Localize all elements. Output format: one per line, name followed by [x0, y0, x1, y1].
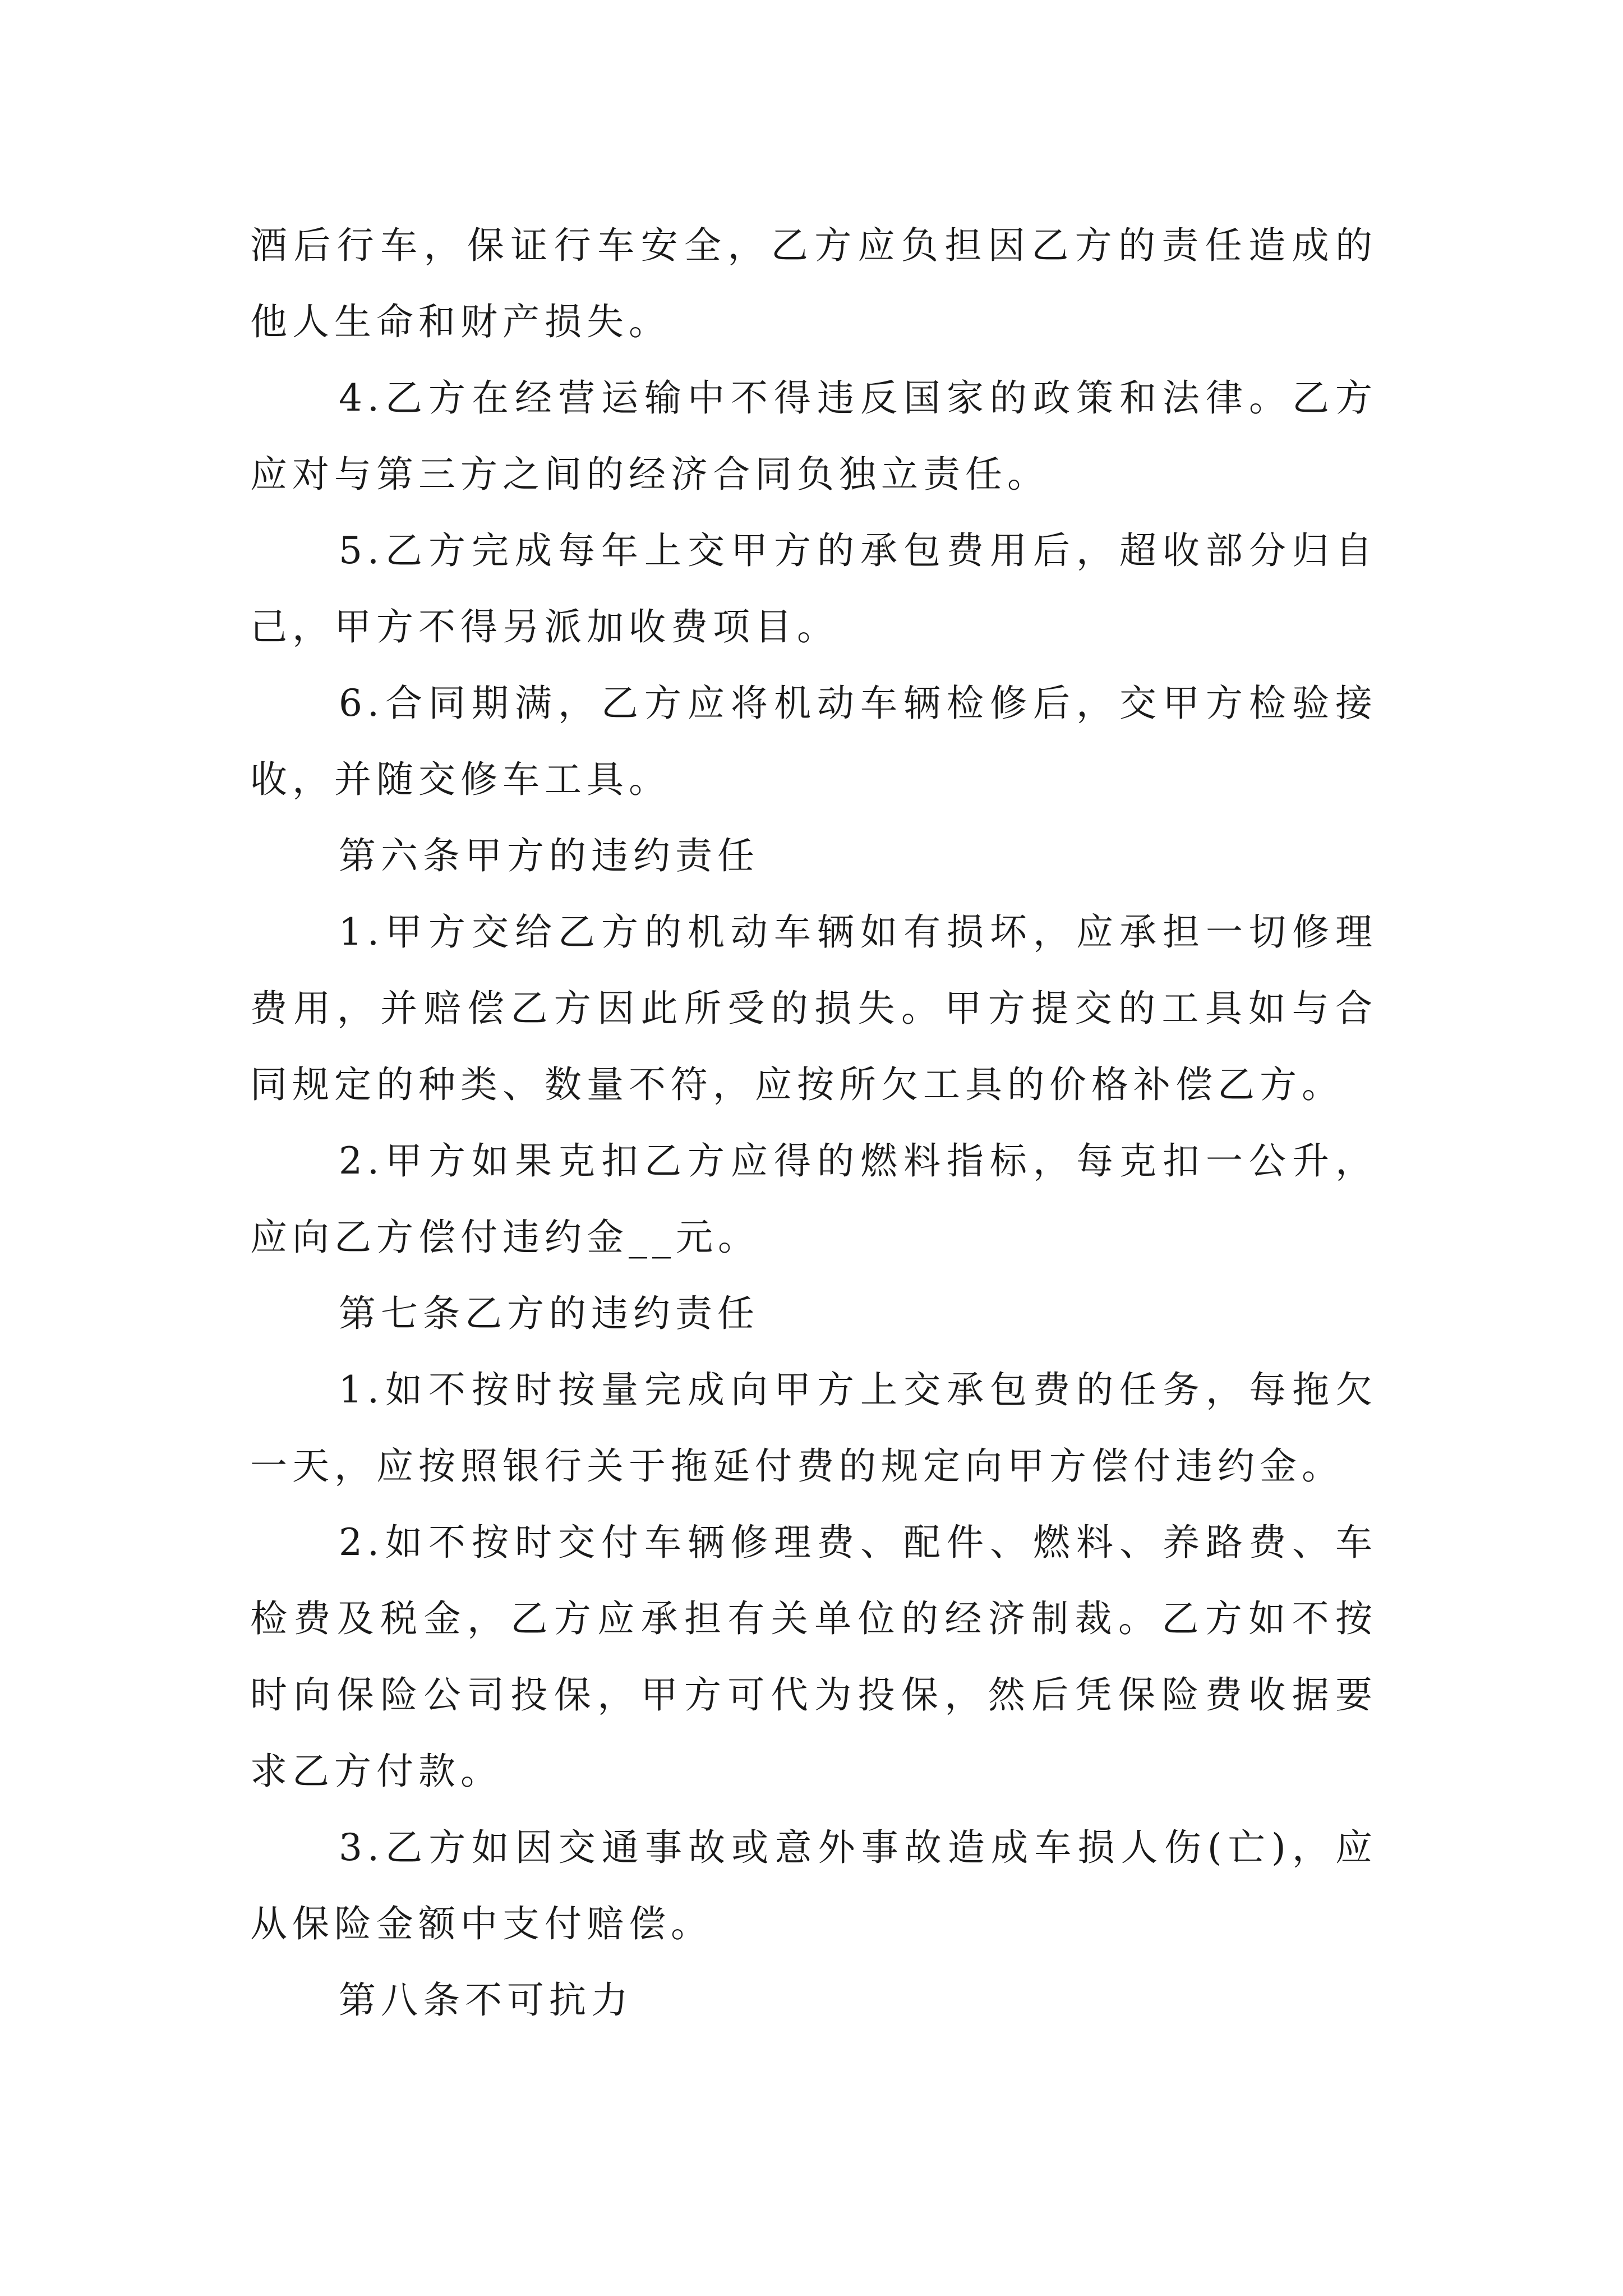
paragraph-4: 6.合同期满，乙方应将机动车辆检修后，交甲方检验接收，并随交修车工具。	[250, 682, 1377, 801]
paragraph-3: 5.乙方完成每年上交甲方的承包费用后，超收部分归自己，甲方不得另派加收费项目。	[250, 529, 1377, 648]
paragraph-2: 4.乙方在经营运输中不得违反国家的政策和法律。乙方应对与第三方之间的经济合同负独立责任。	[250, 376, 1377, 496]
paragraph-6: 1.甲方交给乙方的机动车辆如有损坏，应承担一切修理费用，并赔偿乙方因此所受的损失。甲方提交的工具如与合同规定的种类、数量不符，应按所欠工具的价格补偿乙方。	[250, 910, 1377, 1106]
paragraph-1: 酒后行车，保证行车安全，乙方应负担因乙方的责任造成的他人生命和财产损失。	[250, 224, 1377, 343]
document-body	[250, 208, 1377, 2039]
section-heading-article-6: 第六条甲方的违约责任	[339, 834, 759, 877]
section-heading-article-8: 第八条不可抗力	[339, 1978, 633, 2022]
section-heading-article-7: 第七条乙方的违约责任	[339, 1292, 759, 1335]
paragraph-9: 1.如不按时按量完成向甲方上交承包费的任务，每拖欠一天，应按照银行关于拖延付费的规定向甲方偿付违约金。	[250, 1368, 1377, 1488]
paragraph-11: 3.乙方如因交通事故或意外事故造成车损人伤(亡)，应从保险金额中支付赔偿。	[250, 1826, 1377, 1945]
paragraph-10: 2.如不按时交付车辆修理费、配件、燃料、养路费、车检费及税金，乙方应承担有关单位的经济制裁。乙方如不按时向保险公司投保，甲方可代为投保，然后凭保险费收据要求乙方付款。	[250, 1521, 1377, 1793]
paragraph-7: 2.甲方如果克扣乙方应得的燃料指标，每克扣一公升，应向乙方偿付违约金__元。	[250, 1139, 1377, 1259]
